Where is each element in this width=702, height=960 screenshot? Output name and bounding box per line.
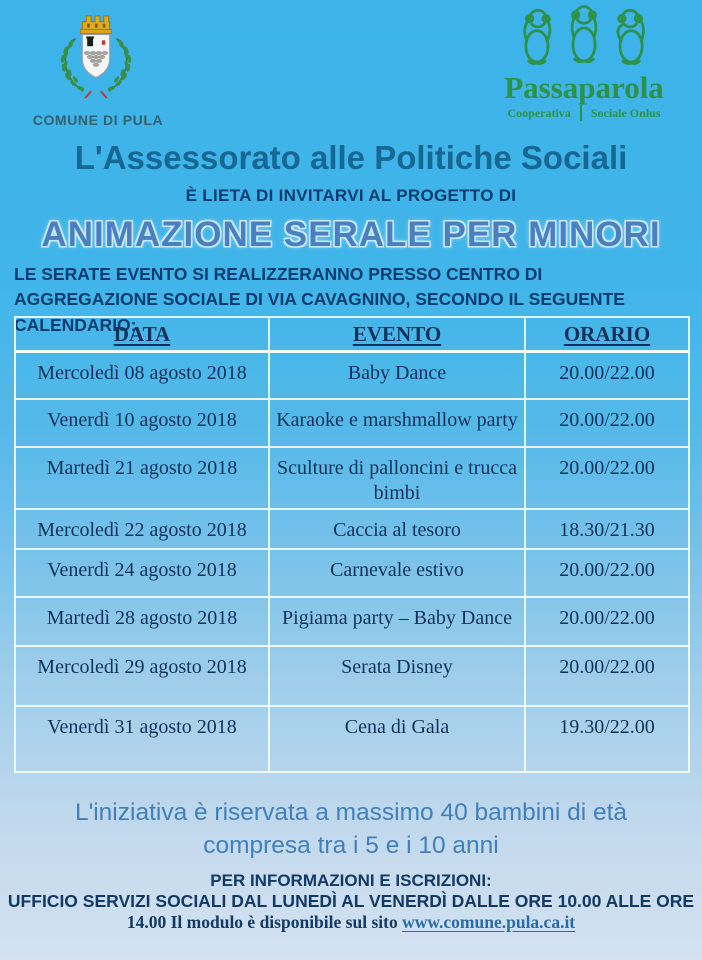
table-cell-evento: Caccia al tesoro xyxy=(269,509,525,549)
table-header-row xyxy=(15,317,689,352)
divider xyxy=(580,105,582,121)
table-row xyxy=(15,706,689,772)
table-cell-data: Venerdì 24 agosto 2018 xyxy=(15,549,269,597)
passaparola-logo xyxy=(478,2,690,121)
table-cell-orario: 20.00/22.00 xyxy=(525,352,689,399)
info-office-hours: UFFICIO SERVIZI SOCIALI DAL LUNEDÌ AL VENERDÌ DALLE ORE 10.00 ALLE ORE xyxy=(7,891,695,911)
page-title: L'Assessorato alle Politiche Sociali xyxy=(74,139,628,176)
table-cell-data: Mercoledì 22 agosto 2018 xyxy=(15,509,269,549)
table-row xyxy=(15,597,689,646)
column-header-data: DATA xyxy=(15,317,269,352)
table-row xyxy=(15,549,689,597)
passaparola-brand-label: Passaparola xyxy=(504,70,664,105)
table-cell-evento: Cena di Gala xyxy=(269,706,525,772)
table-row xyxy=(15,447,689,509)
info-title: PER INFORMAZIONI E ISCRIZIONI: xyxy=(210,871,492,890)
three-wise-monkeys-icon xyxy=(505,2,663,74)
table-cell-orario: 18.30/21.30 xyxy=(525,509,689,549)
table-cell-orario: 19.30/22.00 xyxy=(525,706,689,772)
comune-di-pula-crest-icon xyxy=(52,4,140,108)
table-cell-orario: 20.00/22.00 xyxy=(525,549,689,597)
invitation-subtitle: È LIETA DI INVITARVI AL PROGETTO DI xyxy=(185,186,517,205)
passaparola-sub-left: Cooperativa xyxy=(507,105,571,120)
table-cell-data: Venerdì 10 agosto 2018 xyxy=(15,399,269,447)
project-title: ANIMAZIONE SERALE PER MINORI xyxy=(41,215,661,254)
comune-website-link[interactable]: www.comune.pula.ca.it xyxy=(402,912,576,932)
passaparola-subtitle xyxy=(478,105,690,121)
column-header-evento: EVENTO xyxy=(269,317,525,352)
events-table-body xyxy=(15,352,689,772)
table-cell-evento: Sculture di palloncini e trucca bimbi xyxy=(269,447,525,509)
crown-icon xyxy=(80,16,111,34)
table-cell-orario: 20.00/22.00 xyxy=(525,399,689,447)
reservation-note: L'iniziativa è riservata a massimo 40 bambini di età compresa tra i 5 e i 10 anni xyxy=(74,799,628,860)
table-cell-orario: 20.00/22.00 xyxy=(525,646,689,706)
table-cell-data: Martedì 21 agosto 2018 xyxy=(15,447,269,509)
table-row xyxy=(15,399,689,447)
ribbon-icon xyxy=(85,91,107,98)
comune-name-label: COMUNE DI PULA xyxy=(32,112,164,128)
table-row xyxy=(15,352,689,399)
table-cell-data: Mercoledì 29 agosto 2018 xyxy=(15,646,269,706)
table-cell-data: Mercoledì 08 agosto 2018 xyxy=(15,352,269,399)
table-cell-orario: 20.00/22.00 xyxy=(525,597,689,646)
table-cell-evento: Serata Disney xyxy=(269,646,525,706)
table-cell-evento: Baby Dance xyxy=(269,352,525,399)
table-cell-data: Martedì 28 agosto 2018 xyxy=(15,597,269,646)
events-table xyxy=(14,316,690,773)
info-module-text: 14.00 Il modulo è disponibile sul sito xyxy=(126,912,403,932)
table-row xyxy=(15,646,689,706)
table-cell-data: Venerdì 31 agosto 2018 xyxy=(15,706,269,772)
column-header-orario: ORARIO xyxy=(525,317,689,352)
table-row xyxy=(15,509,689,549)
info-module-line xyxy=(0,912,702,933)
table-cell-evento: Pigiama party – Baby Dance xyxy=(269,597,525,646)
table-cell-evento: Karaoke e marshmallow party xyxy=(269,399,525,447)
table-cell-evento: Carnevale estivo xyxy=(269,549,525,597)
shield-icon xyxy=(82,34,109,77)
table-cell-orario: 20.00/22.00 xyxy=(525,447,689,509)
intro-paragraph: LE SERATE EVENTO SI REALIZZERANNO PRESSO CENTRO DI AGGREGAZIONE SOCIALE DI VIA CAVAGNINO, SECONDO IL SEGUENTE CALENDARIO: xyxy=(14,264,625,335)
passaparola-sub-right: Sociale Onlus xyxy=(590,105,661,120)
